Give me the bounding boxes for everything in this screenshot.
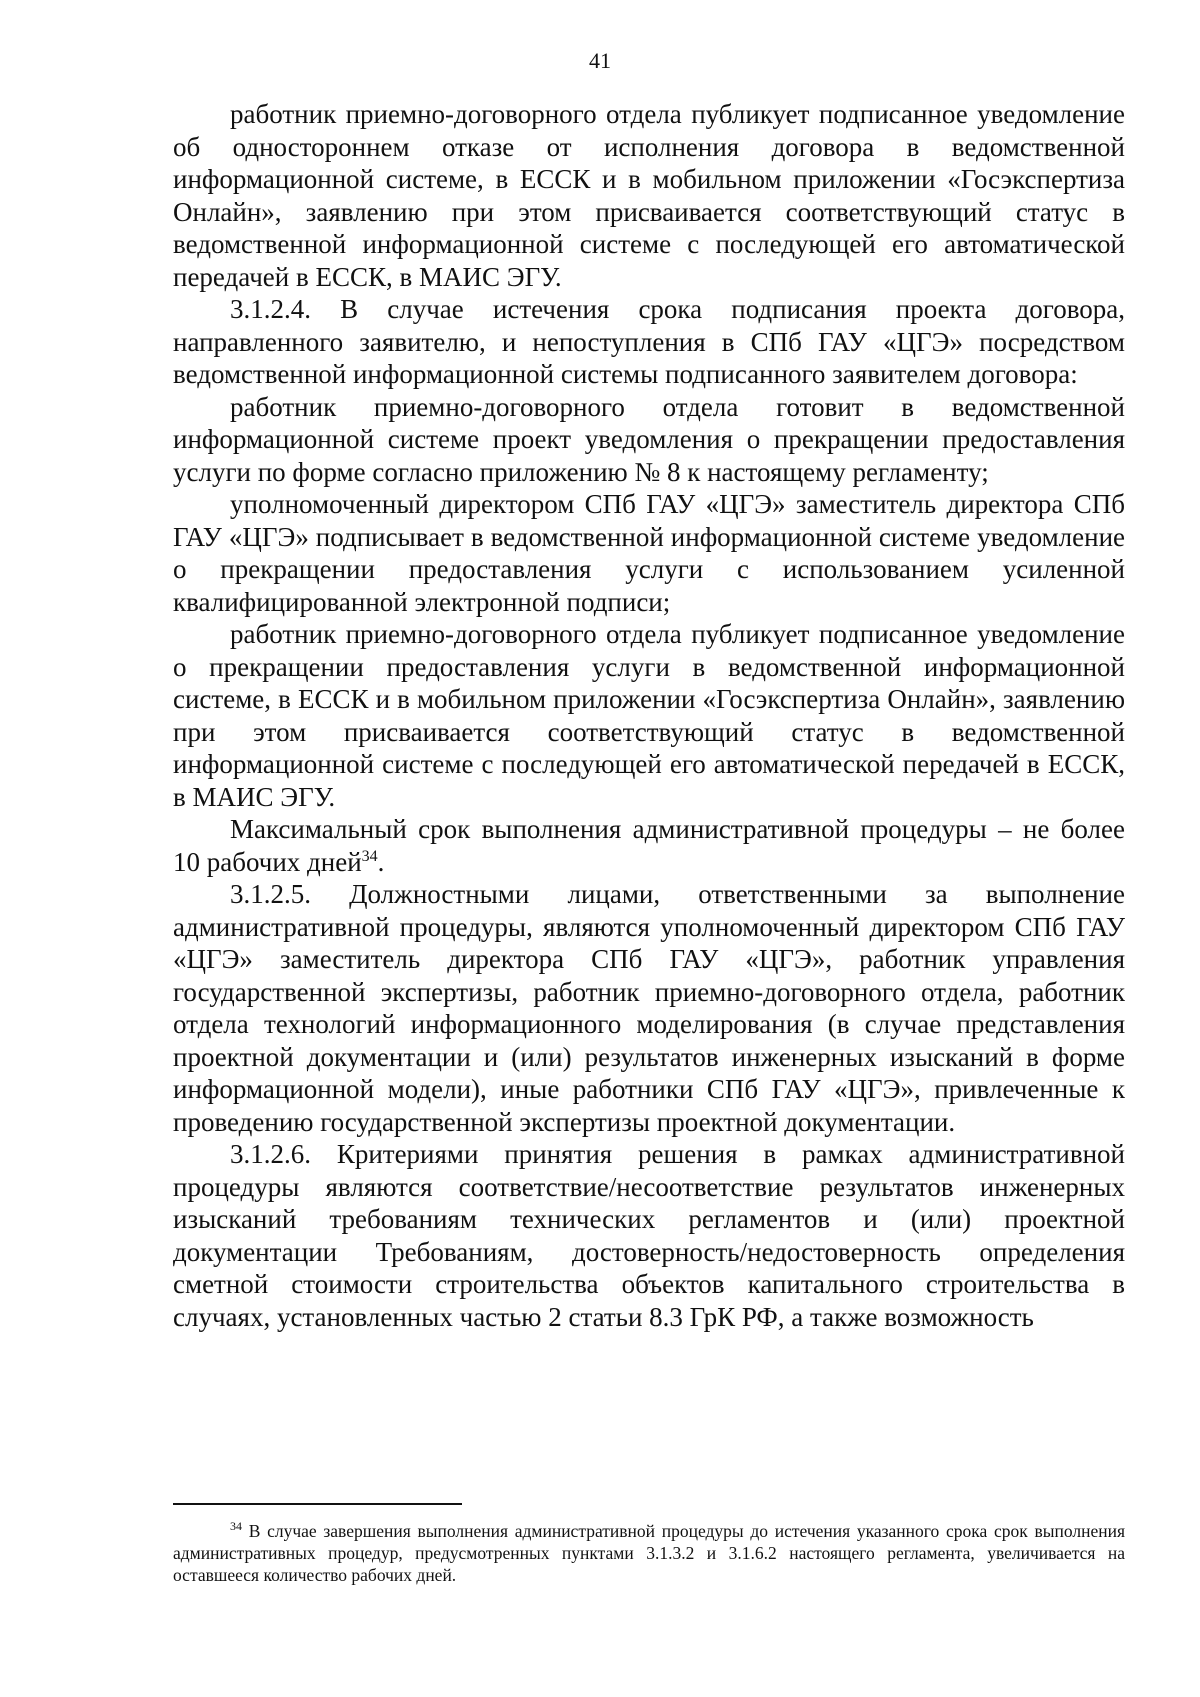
max-term-text: Максимальный срок выполнения административной процедуры – не более 10 рабочих дней — [173, 814, 1125, 877]
paragraph-prepare-notice: работник приемно-договорного отдела готовит в ведомственной информационной системе проект уведомления о прекращении предоставления услуги по форме согласно приложению № 8 к настоящему регламенту; — [173, 391, 1125, 487]
footnote-text: В случае завершения выполнения административной процедуры до истечения указанного срока срок выполнения административных процедур, предусмотренных пунктами 3.1.3.2 и 3.1.6.2 настоящего регламента, увеличивается на оставшееся количество рабочих дней. — [173, 1521, 1125, 1585]
paragraph-publish-notice: работник приемно-договорного отдела публикует подписанное уведомление о прекращении предоставления услуги в ведомственной информационной системе, в ЕССК и в мобильном приложении «Госэкспертиза Онлайн», заявлению при этом присваивается соответствующий статус в ведомственной информационной системе с последующей его автоматической передачей в ЕССК, в МАИС ЭГУ. — [173, 619, 1125, 812]
paragraph-3-1-2-5: 3.1.2.5. Должностными лицами, ответственными за выполнение административной процедуры, являются уполномоченный директором СПб ГАУ «ЦГЭ» заместитель директора СПб ГАУ «ЦГЭ», работник управления государственной экспертизы, работник приемно-договорного отдела, работник отдела технологий информационного моделирования (в случае представления проектной документации и (или) результатов инженерных изысканий в форме информационной модели), иные работники СПб ГАУ «ЦГЭ», привлеченные к проведению государственной экспертизы проектной документации. — [173, 879, 1125, 1137]
footnote — [173, 1520, 1125, 1586]
paragraph-sign-notice: уполномоченный директором СПб ГАУ «ЦГЭ» заместитель директора СПб ГАУ «ЦГЭ» подписывает в ведомственной информационной системе уведомление о прекращении предоставления услуги с использованием усиленной квалифицированной электронной подписи; — [173, 489, 1125, 617]
paragraph-3-1-2-6: 3.1.2.6. Критериями принятия решения в рамках административной процедуры являются соответствие/несоответствие результатов инженерных изысканий требованиям технических регламентов и (или) проектной документации Требованиям, достоверность/недостоверность определения сметной стоимости строительства объектов капитального строительства в случаях, установленных частью 2 статьи 8.3 ГрК РФ, а также возможность — [173, 1139, 1125, 1332]
document-body — [173, 98, 1125, 1333]
footnote-marker: 34 — [230, 1519, 242, 1534]
paragraph-3-1-2-4: 3.1.2.4. В случае истечения срока подписания проекта договора, направленного заявителю, и непоступления в СПб ГАУ «ЦГЭ» посредством ведомственной информационной системы подписанного заявителем договора: — [173, 294, 1125, 389]
footnote-separator — [173, 1503, 462, 1505]
max-term-tail: . — [377, 846, 385, 877]
footnote-reference[interactable]: 34 — [361, 847, 378, 865]
paragraph-publish-refusal: работник приемно-договорного отдела публикует подписанное уведомление об одностороннем отказе от исполнения договора в ведомственной информационной системе, в ЕССК и в мобильном приложении «Госэкспертиза Онлайн», заявлению при этом присваивается соответствующий статус в ведомственной информационной системе с последующей его автоматической передачей в ЕССК, в МАИС ЭГУ. — [173, 99, 1125, 292]
paragraph-max-term — [173, 813, 1125, 878]
page-number: 41 — [589, 48, 611, 73]
